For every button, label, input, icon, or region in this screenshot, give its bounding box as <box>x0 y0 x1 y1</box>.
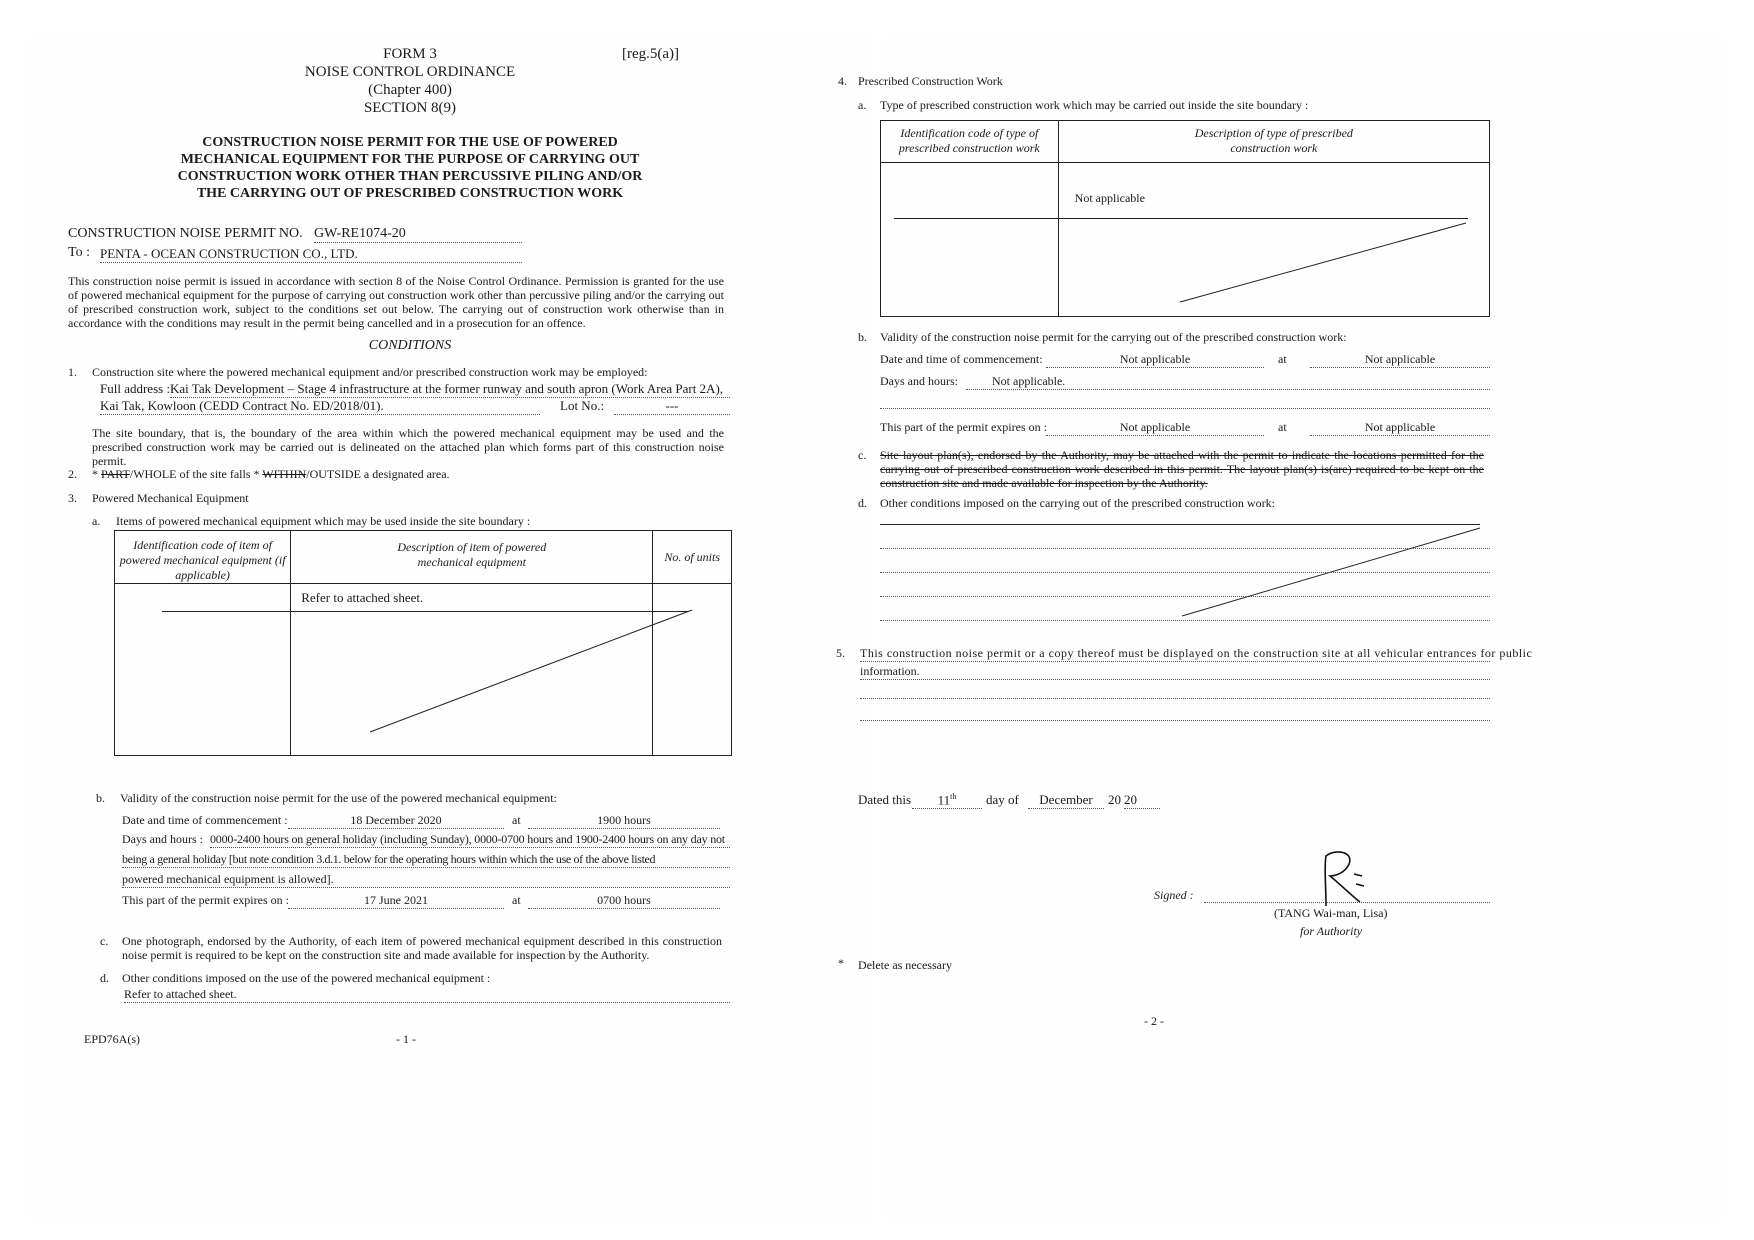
item-c-label: c. <box>100 934 109 948</box>
pme-commence-label: Date and time of commencement : <box>122 813 288 827</box>
pcw-col-id-header: Identification code of type of prescribed construction work <box>881 121 1059 163</box>
pcw-at-1: at <box>1278 352 1287 366</box>
pcw-d-line-1 <box>880 524 1480 525</box>
pme-at-1: at <box>512 813 521 827</box>
pcw-item-c-label: c. <box>858 448 867 462</box>
permit-number: GW-RE1074-20 <box>314 226 522 243</box>
signature-line <box>1204 902 1490 903</box>
day-of-label: day of <box>986 792 1019 807</box>
pcw-d-line-2 <box>880 548 1490 549</box>
condition-1-text: Construction site where the powered mechanical equipment and/or prescribed construction work may be employed: <box>92 365 648 379</box>
pcw-item-d-text: Other conditions imposed on the carrying out of the prescribed construction work: <box>880 496 1275 510</box>
condition-2-text: * PART/WHOLE of the site falls * WITHIN/OUTSIDE a designated area. <box>92 467 450 481</box>
equipment-col-units-header: No. of units <box>653 531 732 584</box>
signatory-name: (TANG Wai-man, Lisa) <box>1274 906 1388 920</box>
lot-label: Lot No.: <box>560 398 605 413</box>
pme-days-line-1: 0000-2400 hours on general holiday (including Sunday), 0000-0700 hours and 1900-2400 hours on any day not <box>210 832 730 848</box>
conditions-heading: CONDITIONS <box>368 338 452 353</box>
pcw-d-line-4 <box>880 596 1490 597</box>
pcw-commence-label: Date and time of commencement: <box>880 352 1043 366</box>
permit-title-line-1: CONSTRUCTION NOISE PERMIT FOR THE USE OF POWERED <box>202 135 618 150</box>
cross-out-line-1 <box>30 38 872 1218</box>
pme-expires-label: This part of the permit expires on : <box>122 893 289 907</box>
pme-expires-time: 0700 hours <box>528 893 720 909</box>
permittee-name: PENTA - OCEAN CONSTRUCTION CO., LTD. <box>100 246 522 263</box>
item-d-label: d. <box>100 971 109 985</box>
permit-title-line-2: MECHANICAL EQUIPMENT FOR THE PURPOSE OF CARRYING OUT <box>180 152 640 167</box>
condition-5-text-2: information. <box>860 664 1490 680</box>
permit-number-label: CONSTRUCTION NOISE PERMIT NO. <box>68 226 303 241</box>
pcw-commence-date: Not applicable <box>1046 352 1264 368</box>
item-d-text: Other conditions imposed on the use of the powered mechanical equipment : <box>122 971 491 985</box>
pcw-item-b-label: b. <box>858 330 867 344</box>
condition-5-number: 5. <box>836 646 845 660</box>
item-b-label: b. <box>96 791 105 805</box>
pcw-expires-date: Not applicable <box>1046 420 1264 436</box>
pme-commence-date: 18 December 2020 <box>288 813 504 829</box>
pme-days-line-2: being a general holiday [but note condition 3.d.1. below for the operating hours within which the use of the above listed <box>122 852 730 868</box>
condition-2-number: 2. <box>68 467 77 481</box>
condition-1-number: 1. <box>68 365 77 379</box>
pcw-col-desc-header: Description of type of prescribed construction work <box>1058 121 1489 163</box>
item-b-text: Validity of the construction noise permit for the use of the powered mechanical equipment: <box>120 791 557 805</box>
pcw-days-extra-line <box>880 408 1490 409</box>
permit-page-1 <box>30 38 872 1218</box>
dated-year-prefix: 20 <box>1108 792 1121 807</box>
intro-paragraph: This construction noise permit is issued in accordance with section 8 of the Noise Control Ordinance. Permission is granted for the use of powered mechanical equipment for the purpose of carrying out construction work other than percussive piling and/or the carrying out of prescribed construction work, subject to the conditions set out below. The carrying out of construction work otherwise than in accordance with the conditions may result in the permit being cancelled and in a prosecution for an offence. <box>68 274 724 330</box>
pcw-at-2: at <box>1278 420 1287 434</box>
pcw-expires-label: This part of the permit expires on : <box>880 420 1047 434</box>
ordinance-name: NOISE CONTROL ORDINANCE <box>304 64 516 80</box>
regulation-ref: [reg.5(a)] <box>622 46 680 62</box>
signed-label: Signed : <box>1154 888 1194 902</box>
pcw-d-line-5 <box>880 620 1490 621</box>
equipment-col-desc-header: Description of item of powered mechanical equipment <box>291 531 653 584</box>
item-a-label: a. <box>92 514 101 528</box>
item-a-text: Items of powered mechanical equipment which may be used inside the site boundary : <box>116 514 531 528</box>
chapter-ref: (Chapter 400) <box>368 82 452 98</box>
pme-expires-date: 17 June 2021 <box>288 893 504 909</box>
pcw-desc-cell: Not applicable <box>1058 163 1489 317</box>
form-code: EPD76A(s) <box>84 1032 140 1046</box>
pme-at-2: at <box>512 893 521 907</box>
condition-4-number: 4. <box>838 74 847 88</box>
pcw-commence-time: Not applicable <box>1310 352 1490 368</box>
pcw-item-d-label: d. <box>858 496 867 510</box>
condition-5-text: This construction noise permit or a copy thereof must be displayed on the construction site at all vehicular entrances for public <box>860 646 1533 660</box>
pme-days-label: Days and hours : <box>122 832 203 846</box>
pcw-expires-time: Not applicable <box>1310 420 1490 436</box>
to-label: To : <box>68 245 90 260</box>
note-star: * <box>838 956 844 970</box>
condition-3-text: Powered Mechanical Equipment <box>92 491 249 505</box>
permit-title-line-3: CONSTRUCTION WORK OTHER THAN PERCUSSIVE PILING AND/OR <box>177 169 643 184</box>
c5-line-3 <box>860 720 1490 721</box>
pme-commence-time: 1900 hours <box>528 813 720 829</box>
section-ref: SECTION 8(9) <box>363 100 457 116</box>
dated-month: December <box>1028 792 1104 809</box>
pme-days-line-3: powered mechanical equipment is allowed]. <box>122 872 730 888</box>
permit-title-line-4: THE CARRYING OUT OF PRESCRIBED CONSTRUCTION WORK <box>196 186 624 201</box>
pcw-item-a-text: Type of prescribed construction work which may be carried out inside the site boundary : <box>880 98 1309 112</box>
page-number-2: - 2 - <box>1144 1014 1164 1028</box>
address-line-1: Kai Tak Development – Stage 4 infrastructure at the former runway and south apron (Work Area Part 2A), <box>170 381 730 398</box>
pcw-d-line-3 <box>880 572 1490 573</box>
for-authority: for Authority <box>1300 924 1363 938</box>
pcw-item-b-text: Validity of the construction noise permit for the carrying out of the prescribed construction work: <box>880 330 1347 344</box>
address-line-2: Kai Tak, Kowloon (CEDD Contract No. ED/2018/01). <box>100 398 540 415</box>
lot-number: --- <box>614 398 730 415</box>
dated-label: Dated this <box>858 792 912 807</box>
cross-out-line-2 <box>886 38 1724 1218</box>
item-c-text: One photograph, endorsed by the Authority, of each item of powered mechanical equipment described in this construction noise permit is required to be kept on the construction site and made available for inspection by the Authority. <box>122 934 722 962</box>
condition-4-text: Prescribed Construction Work <box>858 74 1003 88</box>
dated-year: 20 <box>1124 792 1160 809</box>
page-number-1: - 1 - <box>396 1032 416 1046</box>
form-number: FORM 3 <box>383 46 437 62</box>
equipment-desc-cell: Refer to attached sheet. <box>291 584 653 756</box>
condition-3-number: 3. <box>68 491 77 505</box>
delete-note: Delete as necessary <box>858 958 952 972</box>
dated-day: 11th <box>912 792 982 809</box>
pcw-days-value: Not applicable. <box>966 374 1490 390</box>
item-d-value: Refer to attached sheet. <box>124 987 730 1003</box>
pcw-item-a-label: a. <box>858 98 867 112</box>
pcw-days-label: Days and hours: <box>880 374 958 388</box>
pcw-item-c-text: Site layout plan(s), endorsed by the Authority, may be attached with the permit to indicate the locations permitted for the carrying out of prescribed construction work described in this permit. The layout plan(s) is(are) required to be kept on the construction site and made available for inspection by the Authority. <box>880 448 1484 490</box>
site-boundary-text: The site boundary, that is, the boundary of the area within which the powered mechanical equipment may be used and the prescribed construction work may be carried out is delineated on the attached plan which forms part of this construction noise permit. <box>92 426 724 468</box>
address-label: Full address : <box>100 381 171 396</box>
permit-page-2 <box>836 38 1724 1218</box>
equipment-col-id-header: Identification code of item of powered mechanical equipment (if applicable) <box>115 531 291 584</box>
c5-line-2 <box>860 698 1490 699</box>
